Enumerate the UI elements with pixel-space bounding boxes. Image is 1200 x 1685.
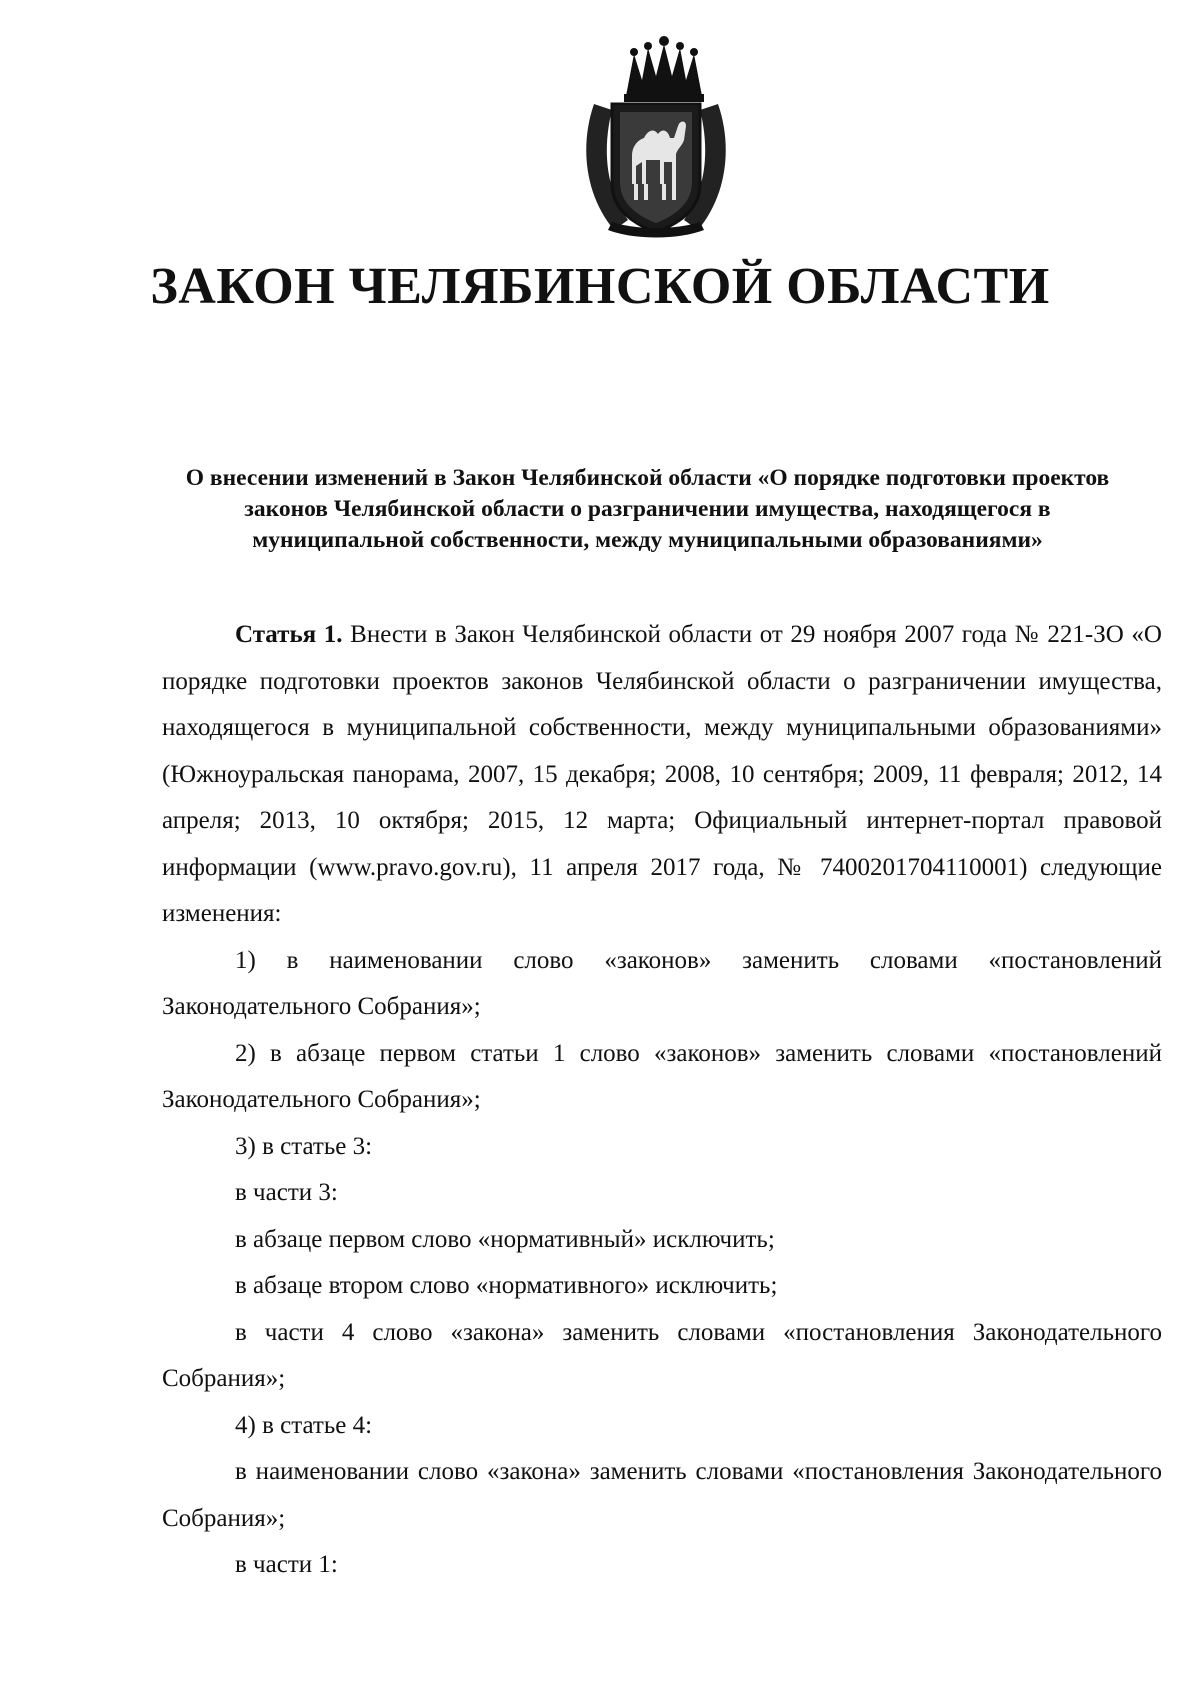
coat-of-arms-icon <box>574 34 738 242</box>
body-paragraph: 3) в статье 3: <box>235 1132 373 1160</box>
body-paragraph: в абзаце втором слово «нормативного» исключить; <box>235 1272 778 1299</box>
body-paragraph: в части 4 слово «закона» заменить словами «постановления Законодательного Собрания»; <box>162 1318 1162 1392</box>
body-paragraph: в абзаце первом слово «нормативный» исключить; <box>235 1225 775 1253</box>
body-paragraph: 2) в абзаце первом статьи 1 слово «законов» заменить словами «постановлений Законодательного Собрания»; <box>162 1039 1162 1113</box>
article-label: Статья 1. <box>235 621 343 648</box>
body-paragraph: 4) в статье 4: <box>235 1411 373 1439</box>
body-paragraph: в наименовании слово «закона» заменить словами «постановления Законодательного Собрания»; <box>162 1458 1162 1532</box>
document-title: ЗАКОН ЧЕЛЯБИНСКОЙ ОБЛАСТИ <box>150 258 1050 315</box>
body-paragraph: 1) в наименовании слово «законов» заменить словами «постановлений Законодательного Собрания»; <box>162 946 1162 1020</box>
document-heading: О внесении изменений в Закон Челябинской области «О порядке подготовки проектов законов Челябинской области о разграничении имущества, находящегося в муниципальной собственности, между муниципальными образованиями» <box>185 465 1110 553</box>
body-paragraph: в части 1: <box>235 1551 338 1578</box>
body-paragraph: в части 3: <box>235 1179 338 1206</box>
article-1-paragraph <box>162 612 1162 938</box>
document-body <box>162 612 1162 1589</box>
article-intro-text: Внести в Закон Челябинской области от 29 ноября 2007 года № 221-ЗО «О порядке подготовки проектов законов Челябинской области о разграничении имущества, находящегося в муниципальной собственности, между муниципальными образованиями» (Южноуральская панорама, 2007, 15 декабря; 2008, 10 сентября; 2009, 11 февраля; 2012, 14 апреля; 2013, 10 октября; 2015, 12 марта; Официальный интернет-портал правовой информации (www.pravo.gov.ru), 11 апреля 2017 года, № 7400201704110001) следующие изменения: <box>162 621 1162 927</box>
